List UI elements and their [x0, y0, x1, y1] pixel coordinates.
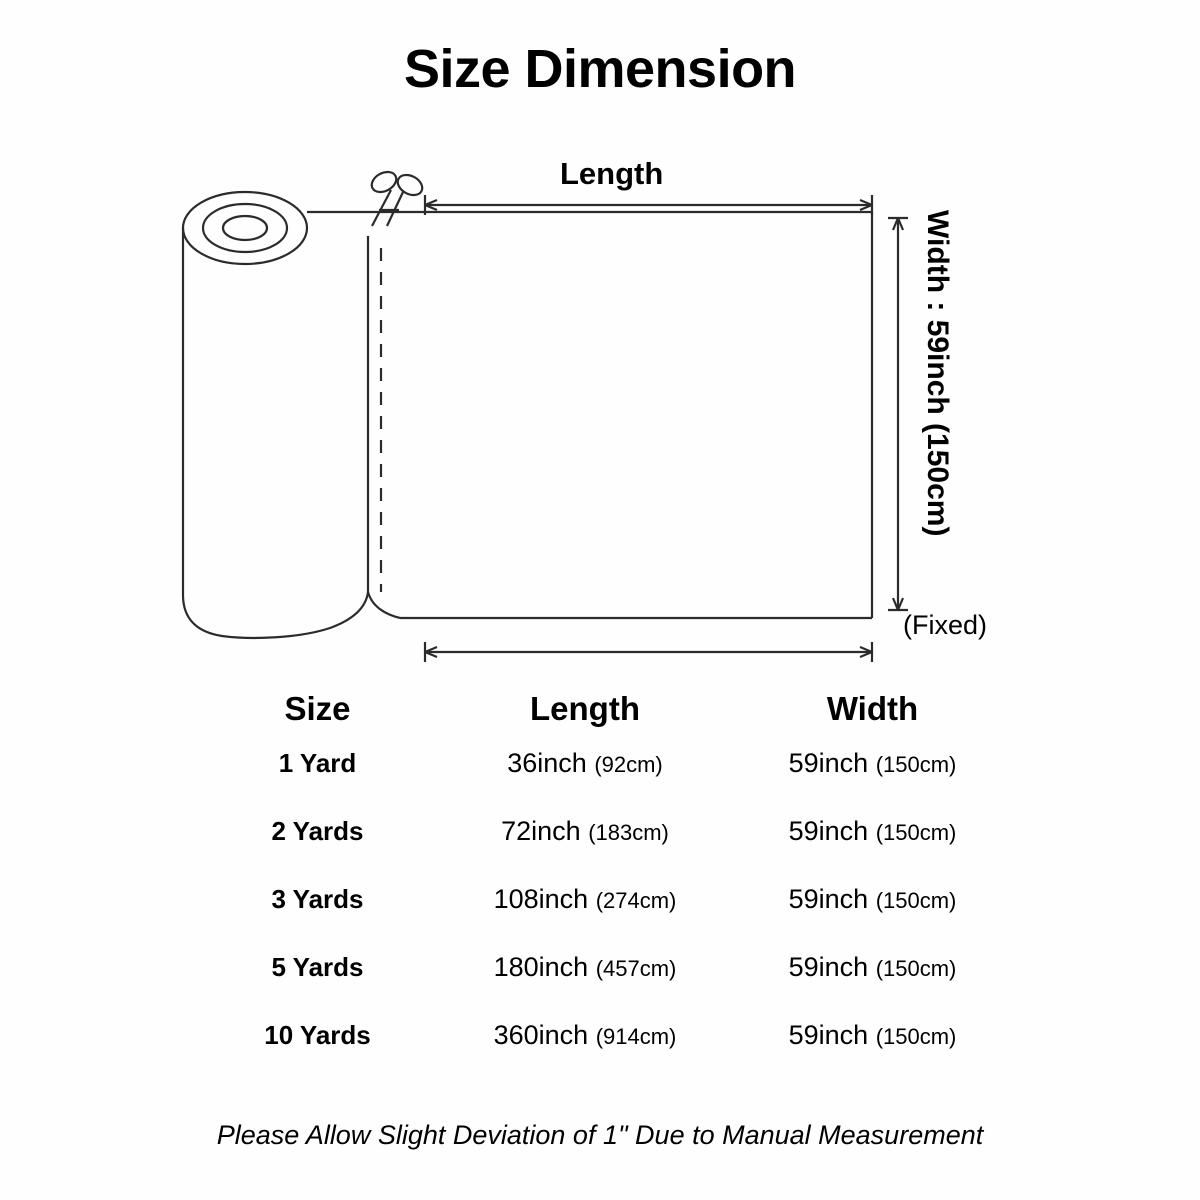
width-inch: 59inch	[788, 1020, 869, 1050]
length-cm: (457cm)	[595, 956, 677, 981]
length-inch: 36inch	[507, 748, 587, 778]
cell-size: 10 Yards	[264, 1020, 371, 1050]
cell-length	[435, 816, 735, 847]
cell-size: 2 Yards	[271, 816, 364, 846]
width-label: Width : 59inch (150cm)	[921, 210, 954, 537]
cell-size: 1 Yard	[278, 748, 357, 778]
scissors-icon	[368, 168, 425, 226]
width-cm: (150cm)	[875, 752, 957, 777]
cell-width	[735, 884, 1010, 915]
cell-length	[435, 952, 735, 983]
cell-length	[435, 748, 735, 779]
table-row	[200, 884, 1010, 952]
width-inch: 59inch	[788, 748, 869, 778]
length-cm: (914cm)	[595, 1024, 677, 1049]
length-dimension-bottom	[425, 642, 872, 662]
cell-width	[735, 816, 1010, 847]
length-cm: (92cm)	[594, 752, 663, 777]
column-header-length: Length	[530, 690, 640, 727]
table-row	[200, 1020, 1010, 1088]
column-header-width: Width	[826, 690, 919, 727]
cell-width	[735, 1020, 1010, 1051]
page-title: Size Dimension	[403, 39, 797, 99]
disclaimer-note: Please Allow Slight Deviation of 1" Due to Manual Measurement	[216, 1120, 984, 1150]
width-cm: (150cm)	[875, 956, 957, 981]
cell-width	[735, 748, 1010, 779]
width-cm: (150cm)	[875, 1024, 957, 1049]
width-inch: 59inch	[788, 884, 869, 914]
width-cm: (150cm)	[875, 888, 957, 913]
cell-length	[435, 1020, 735, 1051]
length-cm: (274cm)	[595, 888, 677, 913]
table-row	[200, 748, 1010, 816]
cell-size: 3 Yards	[271, 884, 364, 914]
table-row	[200, 952, 1010, 1020]
table-row	[200, 816, 1010, 884]
length-inch: 72inch	[501, 816, 581, 846]
cell-size: 5 Yards	[271, 952, 364, 982]
fabric-roll-diagram	[0, 140, 1200, 680]
fixed-note: (Fixed)	[903, 610, 988, 640]
length-inch: 180inch	[493, 952, 589, 982]
length-cm: (183cm)	[588, 820, 669, 845]
table-header-row	[200, 690, 1010, 748]
fabric-roll-icon	[183, 192, 307, 264]
size-table	[200, 690, 1010, 1088]
column-header-size: Size	[284, 690, 351, 727]
cell-length	[435, 884, 735, 915]
width-inch: 59inch	[788, 952, 869, 982]
cell-width	[735, 952, 1010, 983]
width-dimension	[888, 218, 908, 610]
width-cm: (150cm)	[875, 820, 957, 845]
length-inch: 108inch	[493, 884, 589, 914]
width-inch: 59inch	[788, 816, 869, 846]
length-label: Length	[560, 156, 664, 191]
length-inch: 360inch	[493, 1020, 589, 1050]
